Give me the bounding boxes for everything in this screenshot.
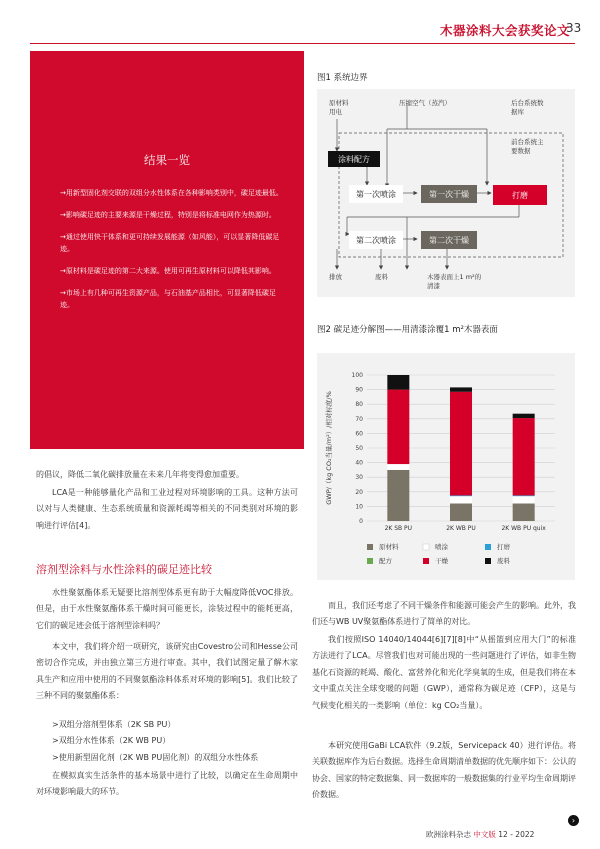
legend-swatch xyxy=(367,544,373,550)
left-para-1: 的倡议，降低二氧化碳排放量在未来几年将变得愈加重要。 xyxy=(36,470,244,479)
bar-segment xyxy=(513,496,535,503)
box-second-dry: 第二次干燥 xyxy=(421,231,477,249)
carbon-footprint-chart xyxy=(317,353,575,580)
label-compressed-air: 压缩空气（蒸汽） xyxy=(399,99,451,107)
legend-swatch xyxy=(423,544,429,550)
box-first-dry: 第一次干燥 xyxy=(421,185,477,203)
summary-item: →通过使用快干体系和更可持续发展能源（如风能），可以显著降低碳足迹。 xyxy=(60,233,280,253)
footer-journal: 欧洲涂料杂志 xyxy=(426,830,471,839)
figure2-caption: 图2 碳足迹分解图——用清漆涂覆1 m²木器表面 xyxy=(317,325,498,335)
right-para-3: 本研究使用GaBi LCA软件（9.2版，Servicepack 40）进行评估。将关联数据库作为后台数据。选择生命周期清单数据的优先顺序如下：公认的协会、国家的特定数据集、同一数据库的一般数据集的行业平均生命周期评价数据。 xyxy=(312,741,576,800)
list-item: >双组分水性体系（2K WB PU） xyxy=(52,736,171,746)
y-tick-label: 80 xyxy=(355,401,363,409)
summary-item: →市场上有几种可再生资源产品，与石油基产品相比，可显著降低碳足迹。 xyxy=(60,289,276,309)
legend-label: 配方 xyxy=(379,557,392,565)
box-first-spray: 第一次喷涂 xyxy=(349,185,403,203)
legend-label: 喷涂 xyxy=(435,543,448,551)
system-list xyxy=(52,717,298,766)
legend-label: 原材料 xyxy=(379,543,399,551)
page-number: 33 xyxy=(566,21,582,35)
footer xyxy=(426,829,534,840)
legend-label: 废料 xyxy=(497,557,510,565)
system-boundary-diagram xyxy=(317,89,575,297)
label-product: 木器表面上1 m²的 清漆 xyxy=(427,273,482,290)
right-para-1: 而且，我们还考虑了不同干燥条件和能源可能会产生的影响。此外，我们还与WB UV聚氨酯体系进行了简单的对比。 xyxy=(312,601,576,627)
y-tick-label: 50 xyxy=(355,445,363,452)
y-tick-label: 70 xyxy=(355,415,363,423)
bar-segment xyxy=(450,495,472,496)
bar-segment xyxy=(513,503,535,521)
legend-swatch xyxy=(485,558,491,564)
bar-segment xyxy=(450,392,472,496)
summary-box xyxy=(30,51,304,449)
bar-segment xyxy=(387,375,409,390)
y-axis-label: GWP/（kg CO₂当量/m²）/相对标度/% xyxy=(325,391,333,505)
left-para-2: LCA是一种能够量化产品和工业过程对环境影响的工具。这种方法可以对与人类健康、生态系统质量和资源耗竭等相关的不同类别对环境的影响进行评估[4]。 xyxy=(36,488,298,530)
label-raw-material: 原材料 用电 xyxy=(329,99,349,116)
y-tick-label: 10 xyxy=(355,503,363,511)
x-tick-label: 2K SB PU xyxy=(384,525,413,532)
bar-segment xyxy=(513,495,535,496)
list-item: >双组分溶剂型体系（2K SB PU） xyxy=(52,720,176,729)
figure1-caption: 图1 系统边界 xyxy=(317,73,368,83)
label-waste: 废料 xyxy=(375,273,388,281)
left-para-5: 在模拟真实生活条件的基本场景中进行了比较，以确定在生命周期中对环境影响最大的环节。 xyxy=(36,771,298,797)
label-foreground-data: 前台系统主 要数据 xyxy=(511,138,544,155)
footer-issue: 12 - 2022 xyxy=(498,830,535,839)
box-second-spray: 第二次喷涂 xyxy=(349,231,403,249)
box-coating-formula: 涂料配方 xyxy=(328,151,380,167)
box-sanding: 打磨 xyxy=(493,185,547,205)
bar-segment xyxy=(387,390,409,464)
section-heading: 溶剂型涂料与水性涂料的碳足迹比较 xyxy=(36,563,212,576)
legend-label: 打磨 xyxy=(497,543,510,551)
next-page-arrow-icon[interactable]: › xyxy=(568,815,579,826)
bar-segment xyxy=(513,418,535,495)
left-para-3: 水性聚氨酯体系无疑要比溶剂型体系更有助于大幅度降低VOC排放。但是，由于水性聚氨酯体系干燥时间可能更长，涂装过程中的能耗更高，它们的碳足迹会低于溶剂型涂料吗？ xyxy=(36,588,298,630)
bar-segment xyxy=(387,470,409,521)
chart-svg xyxy=(317,353,575,580)
summary-item: →原材料是碳足迹的第二大来源。使用可再生原材料可以降低其影响。 xyxy=(60,267,276,275)
summary-item: →影响碳足迹的主要来源是干燥过程，特别是将标准电网作为热源时。 xyxy=(60,211,276,219)
summary-list xyxy=(60,187,288,321)
y-tick-label: 40 xyxy=(355,459,363,467)
legend-swatch xyxy=(423,558,429,564)
bar-segment xyxy=(513,414,535,418)
list-item: >使用新型固化剂（2K WB PU固化剂）的双组分水性体系 xyxy=(52,752,259,762)
header-divider xyxy=(30,43,575,44)
x-tick-label: 2K WB PU quix xyxy=(501,525,546,532)
bar-segment xyxy=(387,464,409,470)
y-tick-label: 60 xyxy=(355,430,363,438)
x-tick-label: 2K WB PU xyxy=(446,525,476,532)
label-emission: 排放 xyxy=(329,273,342,281)
summary-title: 结果一览 xyxy=(144,153,190,167)
legend-label: 干燥 xyxy=(435,557,448,565)
summary-item: →用新型固化剂交联的双组分水性体系在各种影响类别中，碳足迹最低。 xyxy=(60,189,283,197)
y-tick-label: 90 xyxy=(355,386,363,394)
bar-segment xyxy=(450,503,472,521)
y-tick-label: 30 xyxy=(355,474,363,482)
bar-segment xyxy=(450,387,472,391)
right-para-2: 我们按照ISO 14040/14044[6][7][8]中“从摇篮到应用大门”的标准方法进行了LCA。尽管我们也对可能出现的一些问题进行了评估，如非生物基化石资源的耗竭、酸化、富营养化和光化学臭氧的生成，但是我们将在本文中重点关注全球变暖的问题（GWP），通常称为碳足迹（CFP），这是与气候变化相关的一类影响（单位：kg CO₂当量）。 xyxy=(312,635,576,710)
label-background-data: 后台系统数 据库 xyxy=(511,99,544,116)
y-tick-label: 20 xyxy=(355,488,363,496)
bar-segment xyxy=(450,496,472,503)
running-header-title: 木器涂料大会获奖论文 xyxy=(440,23,571,38)
legend-swatch xyxy=(367,558,373,564)
y-tick-label: 0 xyxy=(359,518,363,525)
footer-edition: 中文版 xyxy=(473,830,496,839)
y-tick-label: 100 xyxy=(351,372,363,379)
legend-swatch xyxy=(485,544,491,550)
left-para-4: 本文中，我们将介绍一项研究，该研究由Covestro公司和Hesse公司密切合作完成，并由独立第三方进行审查。其中，我们试图定量了解木家具生产和应用中使用的不同聚氨酯涂料体系对环境的影响[5]。我们比较了三种不同的聚氨酯体系： xyxy=(36,642,298,701)
